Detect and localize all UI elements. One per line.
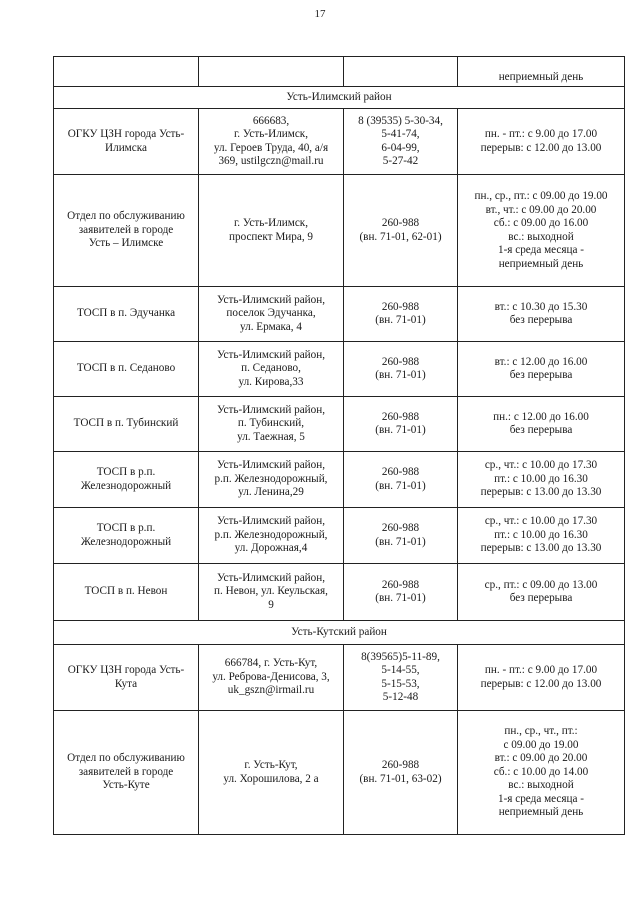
address-line: ул. Ленина,29 <box>238 486 304 499</box>
page-number: 17 <box>314 8 326 20</box>
address-line: Усть-Илимский район, <box>216 403 326 416</box>
section-title: Усть-Илимский район <box>54 87 625 109</box>
address-cell <box>199 564 344 621</box>
office-name-cell <box>54 175 199 287</box>
table-row <box>54 287 625 342</box>
hours-line: без перерыва <box>509 424 573 436</box>
phone-line: (вн. 71-01) <box>375 592 426 604</box>
phone-line: 5-14-55, <box>381 664 420 676</box>
table-row <box>54 109 625 175</box>
hours-cell <box>458 287 625 342</box>
hours-line: вт.: с 12.00 до 16.00 <box>494 355 588 368</box>
hours-cell <box>458 645 625 711</box>
hours-line: перерыв: с 12.00 до 13.00 <box>480 677 602 690</box>
phone-cell <box>344 397 458 452</box>
address-line: ул. Дорожная,4 <box>234 542 308 555</box>
office-name-line: ТОСП в р.п. <box>96 522 156 534</box>
hours-line: 1-я среда месяца - <box>497 792 584 805</box>
office-name-cell <box>54 397 199 452</box>
hours-cell <box>458 508 625 564</box>
phone-line: (вн. 71-01, 62-01) <box>359 230 442 243</box>
hours-line: пт.: с 10.00 до 16.30 <box>494 528 588 541</box>
address-line: ул. Кирова,33 <box>238 375 304 388</box>
hours-cell <box>458 397 625 452</box>
phone-line: 5-27-42 <box>382 155 419 167</box>
hours-line: ср., чт.: с 10.00 до 17.30 <box>484 459 598 472</box>
hours-line: пн. - пт.: с 9.00 до 17.00 <box>484 128 598 140</box>
office-name-cell <box>54 452 199 508</box>
address-line: Усть-Илимский район, <box>216 348 326 361</box>
hours-line: с 09.00 до 19.00 <box>503 738 579 751</box>
phone-line: (вн. 71-01) <box>375 314 426 326</box>
address-cell <box>199 508 344 564</box>
office-name-line: Отдел по обслуживанию <box>67 210 185 223</box>
section-header-row <box>54 621 625 645</box>
hours-line: пн., ср., пт.: с 09.00 до 19.00 <box>474 190 608 202</box>
address-cell <box>199 645 344 711</box>
hours-cell <box>458 109 625 175</box>
phone-line: 8(39565)5-11-89, <box>361 650 440 663</box>
hours-line: вт.: с 09.00 до 20.00 <box>494 752 588 765</box>
hours-line: пт.: с 10.00 до 16.30 <box>494 472 588 485</box>
phone-cell <box>344 175 458 287</box>
phone-cell <box>344 645 458 711</box>
address-cell <box>199 109 344 175</box>
address-line: р.п. Железнодорожный, <box>214 472 328 485</box>
header-cell <box>344 57 458 87</box>
office-name-line: ОГКУ ЦЗН города Усть- <box>67 664 185 676</box>
hours-line: 1-я среда месяца - <box>497 244 584 256</box>
address-cell <box>199 452 344 508</box>
address-line: г. Усть-Илимск, <box>233 128 309 140</box>
address-line: г. Усть-Илимск, <box>233 217 309 229</box>
office-name-cell <box>54 711 199 835</box>
address-cell <box>199 397 344 452</box>
table-row <box>54 564 625 621</box>
phone-line: 260-988 <box>381 759 420 771</box>
address-line: г. Усть-Кут, <box>244 759 298 771</box>
header-cell <box>199 57 344 87</box>
header-cell: неприемный день <box>458 57 625 87</box>
phone-cell <box>344 109 458 175</box>
table-row <box>54 508 625 564</box>
hours-line: ср., чт.: с 10.00 до 17.30 <box>484 515 598 528</box>
phone-cell <box>344 287 458 342</box>
address-cell <box>199 342 344 397</box>
section-title: Усть-Кутский район <box>54 621 625 645</box>
office-name-line: ТОСП в п. Тубинский <box>73 417 179 430</box>
office-name-cell <box>54 564 199 621</box>
office-name-line: Кута <box>114 677 138 690</box>
hours-line: без перерыва <box>509 369 573 381</box>
address-line: п. Тубинский, <box>237 417 305 430</box>
hours-line: вт.: с 10.30 до 15.30 <box>494 300 588 313</box>
hours-line: перерыв: с 12.00 до 13.00 <box>480 141 602 154</box>
office-name-line: Отдел по обслуживанию <box>67 752 185 765</box>
office-name-cell <box>54 508 199 564</box>
hours-line: пн., ср., чт., пт.: <box>504 725 578 738</box>
phone-line: 5-15-53, <box>381 677 420 690</box>
address-line: ул. Таежная, 5 <box>237 430 305 443</box>
address-line: 369, ustilgczn@mail.ru <box>218 155 324 167</box>
phone-line: (вн. 71-01) <box>375 369 426 381</box>
phone-line: 5-41-74, <box>381 128 420 140</box>
office-name-line: ТОСП в п. Эдучанка <box>76 307 176 320</box>
hours-cell <box>458 175 625 287</box>
address-line: проспект Мира, 9 <box>228 230 314 243</box>
office-name-cell <box>54 645 199 711</box>
phone-line: (вн. 71-01, 63-02) <box>359 772 442 785</box>
hours-line: ср., пт.: с 09.00 до 13.00 <box>484 578 598 591</box>
phone-line: 260-988 <box>381 578 420 591</box>
hours-line: вс.: выходной <box>508 779 574 792</box>
phone-cell <box>344 452 458 508</box>
address-line: п. Невон, ул. Кеульская, <box>214 585 328 598</box>
phone-line: 260-988 <box>381 410 420 423</box>
address-line: 9 <box>268 598 274 611</box>
phone-cell <box>344 342 458 397</box>
hours-line: пн. - пт.: с 9.00 до 17.00 <box>484 664 598 676</box>
phone-line: 260-988 <box>381 355 420 368</box>
header-row <box>54 57 625 87</box>
hours-line: перерыв: с 13.00 до 13.30 <box>480 486 602 499</box>
hours-line: сб.: с 10.00 до 14.00 <box>493 765 589 778</box>
address-line: п. Седаново, <box>241 362 301 375</box>
phone-line: (вн. 71-01) <box>375 424 426 436</box>
phone-cell <box>344 508 458 564</box>
office-name-line: Железнодорожный <box>80 535 172 548</box>
office-name-line: Усть – Илимске <box>88 237 164 250</box>
table-row <box>54 645 625 711</box>
hours-line: сб.: с 09.00 до 16.00 <box>493 217 589 229</box>
phone-line: 260-988 <box>381 522 420 534</box>
header-cell <box>54 57 199 87</box>
address-line: поселок Эдучанка, <box>226 307 316 320</box>
hours-cell <box>458 452 625 508</box>
hours-line: без перерыва <box>509 592 573 604</box>
phone-line: (вн. 71-01) <box>375 535 426 548</box>
office-name-line: ТОСП в п. Невон <box>84 585 168 598</box>
phone-line: 6-04-99, <box>381 141 420 154</box>
office-name-line: заявителей в городе <box>78 765 174 778</box>
phone-line: 260-988 <box>381 217 420 229</box>
phone-cell <box>344 711 458 835</box>
address-line: 666683, <box>252 114 290 127</box>
office-name-line: заявителей в городе <box>78 223 174 236</box>
office-name-cell <box>54 287 199 342</box>
address-line: ул. Реброва-Денисова, 3, <box>212 670 330 683</box>
address-line: ул. Героев Труда, 40, а/я <box>213 141 329 154</box>
phone-line: 5-12-48 <box>382 691 419 703</box>
office-name-line: Илимска <box>105 141 147 154</box>
offices-table <box>53 56 625 835</box>
hours-line: вт., чт.: с 09.00 до 20.00 <box>485 203 597 216</box>
address-cell <box>199 287 344 342</box>
hours-line: вс.: выходной <box>508 230 574 243</box>
table-row <box>54 452 625 508</box>
phone-line: (вн. 71-01) <box>375 479 426 492</box>
office-name-line: Усть-Куте <box>102 779 150 792</box>
hours-line: неприемный день <box>498 806 584 819</box>
address-line: Усть-Илимский район, <box>216 293 326 306</box>
phone-line: 260-988 <box>381 466 420 478</box>
hours-line: без перерыва <box>509 314 573 326</box>
hours-line: перерыв: с 13.00 до 13.30 <box>480 542 602 555</box>
phone-line: 8 (39535) 5-30-34, <box>358 114 443 127</box>
address-cell <box>199 711 344 835</box>
office-name-line: ТОСП в р.п. <box>96 466 156 478</box>
section-header-row <box>54 87 625 109</box>
hours-line: пн.: с 12.00 до 16.00 <box>493 410 589 423</box>
office-name-line: ТОСП в п. Седаново <box>76 362 176 375</box>
hours-cell <box>458 342 625 397</box>
table-row <box>54 342 625 397</box>
address-line: Усть-Илимский район, <box>216 571 326 584</box>
office-name-line: Железнодорожный <box>80 479 172 492</box>
hours-line: неприемный день <box>498 257 584 270</box>
address-line: ул. Ермака, 4 <box>240 320 302 333</box>
address-cell <box>199 175 344 287</box>
hours-cell <box>458 564 625 621</box>
address-line: uk_gszn@irmail.ru <box>227 684 315 697</box>
address-line: Усть-Илимский район, <box>216 459 326 472</box>
office-name-line: ОГКУ ЦЗН города Усть- <box>67 128 185 140</box>
address-line: Усть-Илимский район, <box>216 515 326 528</box>
address-line: р.п. Железнодорожный, <box>214 528 328 541</box>
phone-cell <box>344 564 458 621</box>
hours-cell <box>458 711 625 835</box>
phone-line: 260-988 <box>381 300 420 313</box>
table-row <box>54 397 625 452</box>
address-line: 666784, г. Усть-Кут, <box>224 657 318 670</box>
address-line: ул. Хорошилова, 2 а <box>223 772 319 785</box>
office-name-cell <box>54 342 199 397</box>
table-row <box>54 711 625 835</box>
table-row <box>54 175 625 287</box>
office-name-cell <box>54 109 199 175</box>
